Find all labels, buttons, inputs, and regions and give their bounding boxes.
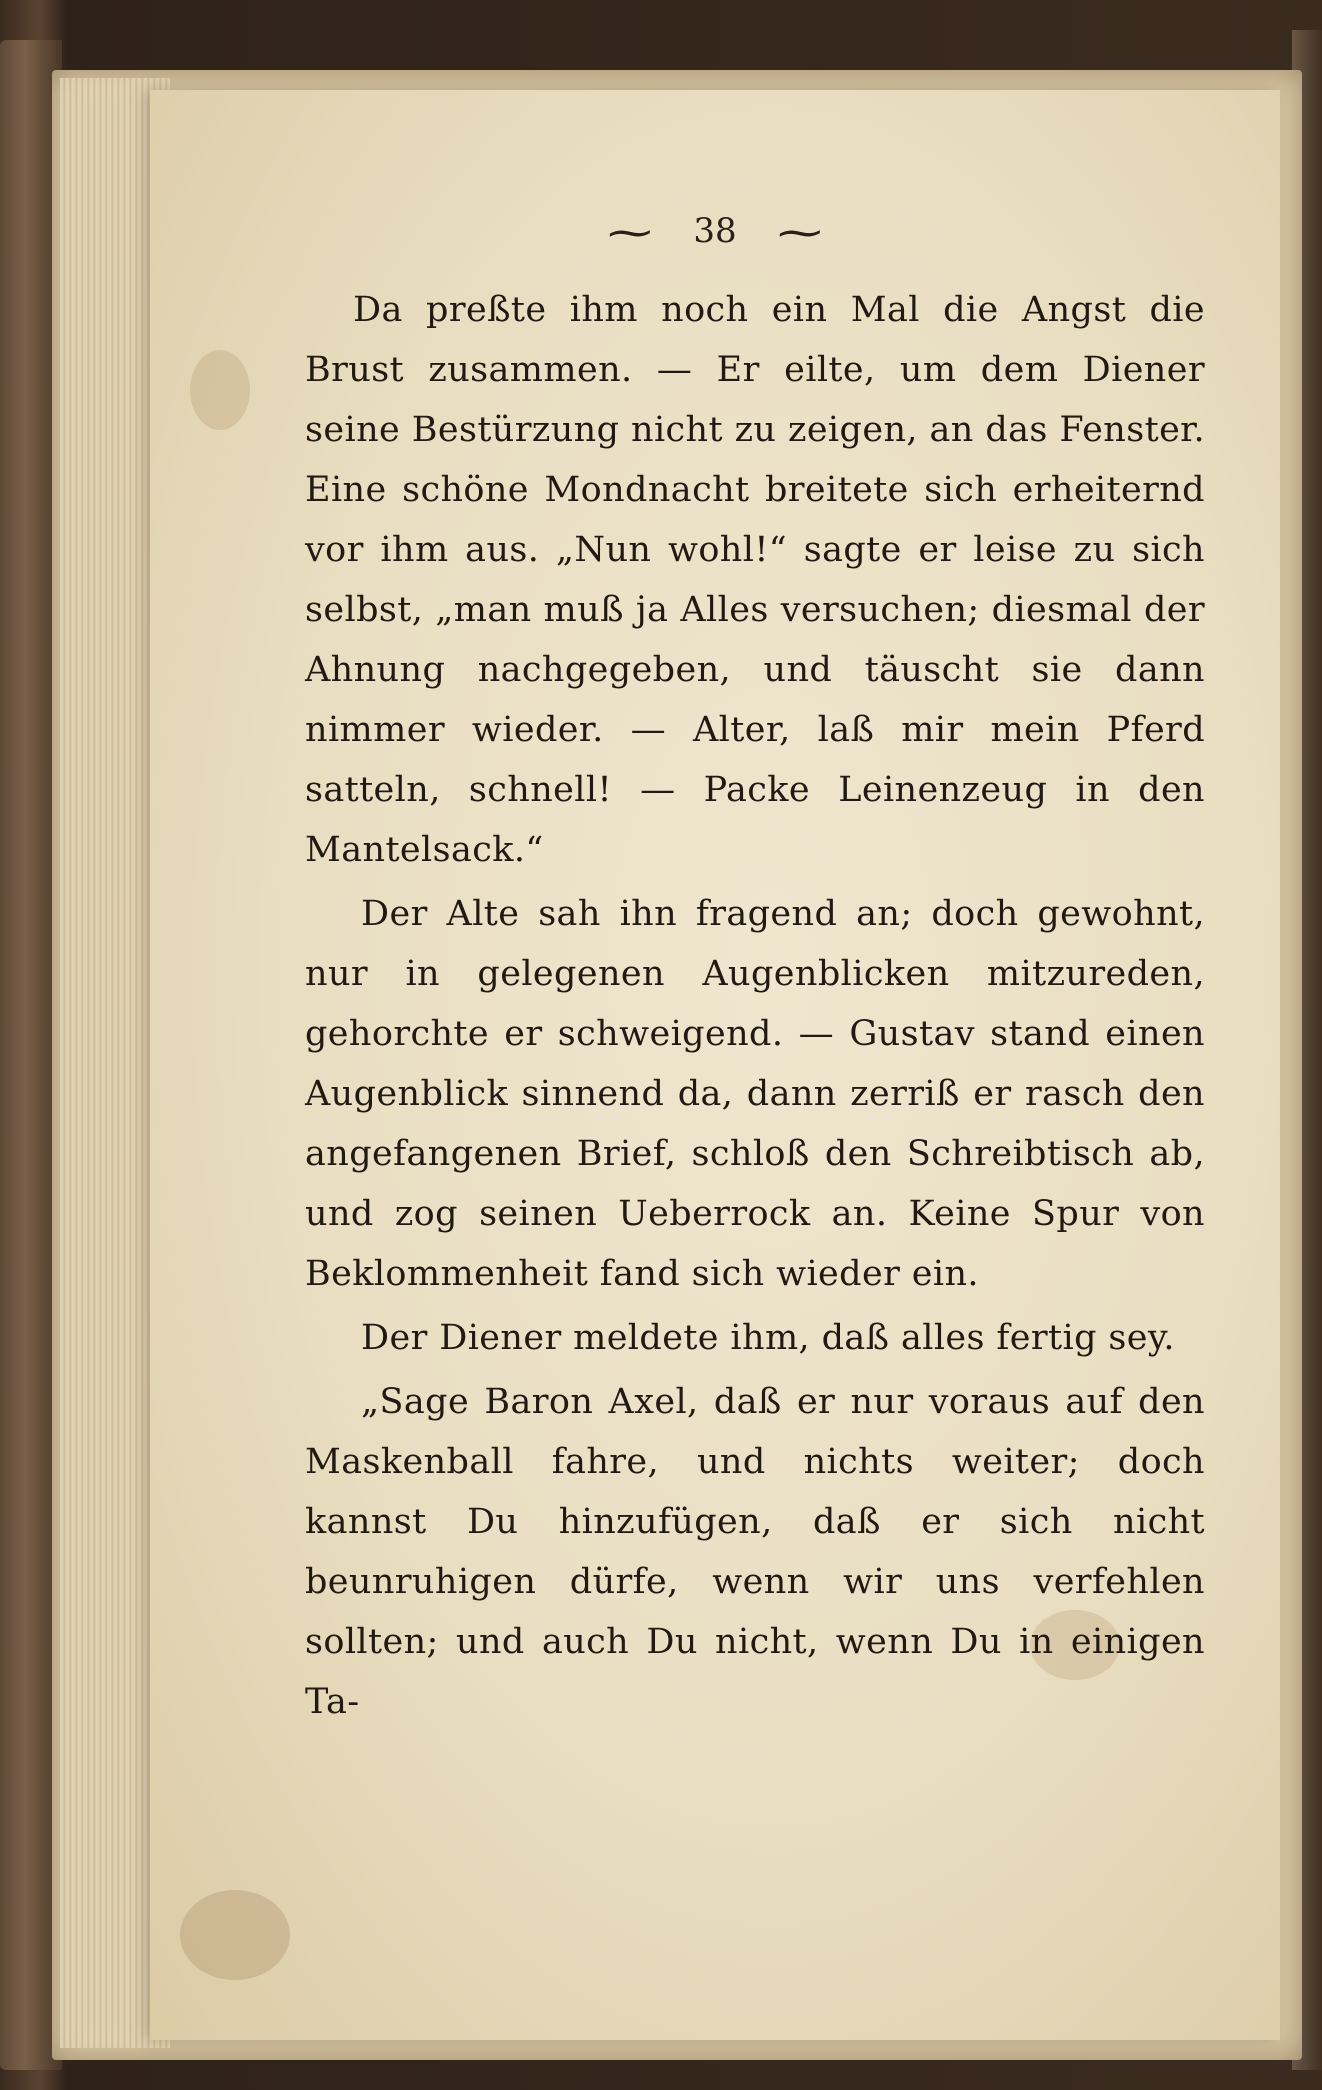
- paragraph: Der Diener meldete ihm, daß alles fertig sey.: [361, 1318, 1175, 1358]
- book-page: [150, 90, 1280, 2040]
- paragraph: Der Alte sah ihn fragend an; doch gewohnt, nur in gelegenen Augenblicken mitzureden, gehorchte er schweigend. — Gustav stand einen Augenblick sinnend da, dann zerriß er rasch den angefangenen Brief, schloß den Schreibtisch ab, und zog seinen Ueberrock an. Keine Spur von Beklommenheit fand sich wieder ein.: [305, 894, 1205, 1294]
- paragraph: Da preßte ihm noch ein Mal die Angst die Brust zusammen. — Er eilte, um dem Diener seine Bestürzung nicht zu zeigen, an das Fenster. Eine schöne Mondnacht breitete sich erheiternd vor ihm aus. „Nun wohl!“ sagte er leise zu sich selbst, „man muß ja Alles versuchen; diesmal der Ahnung nachgegeben, und täuscht sie dann nimmer wieder. — Alter, laß mir mein Pferd satteln, schnell! — Packe Leinenzeug in den Mantelsack.“: [305, 290, 1205, 870]
- ornament-left: ~: [602, 210, 657, 256]
- page-number: 38: [693, 211, 737, 251]
- foxing-stain: [180, 1890, 290, 1980]
- paragraph: „Sage Baron Axel, daß er nur voraus auf den Maskenball fahre, und nichts weiter; doch kannst Du hinzufügen, daß er sich nicht beunruhigen dürfe, wenn wir uns verfehlen sollten; und auch Du nicht, wenn Du in einigen Ta-: [305, 1382, 1205, 1722]
- foxing-stain: [190, 350, 250, 430]
- ornament-right: ~: [773, 210, 828, 256]
- body-text: [305, 280, 1205, 1732]
- page-header: [150, 210, 1280, 256]
